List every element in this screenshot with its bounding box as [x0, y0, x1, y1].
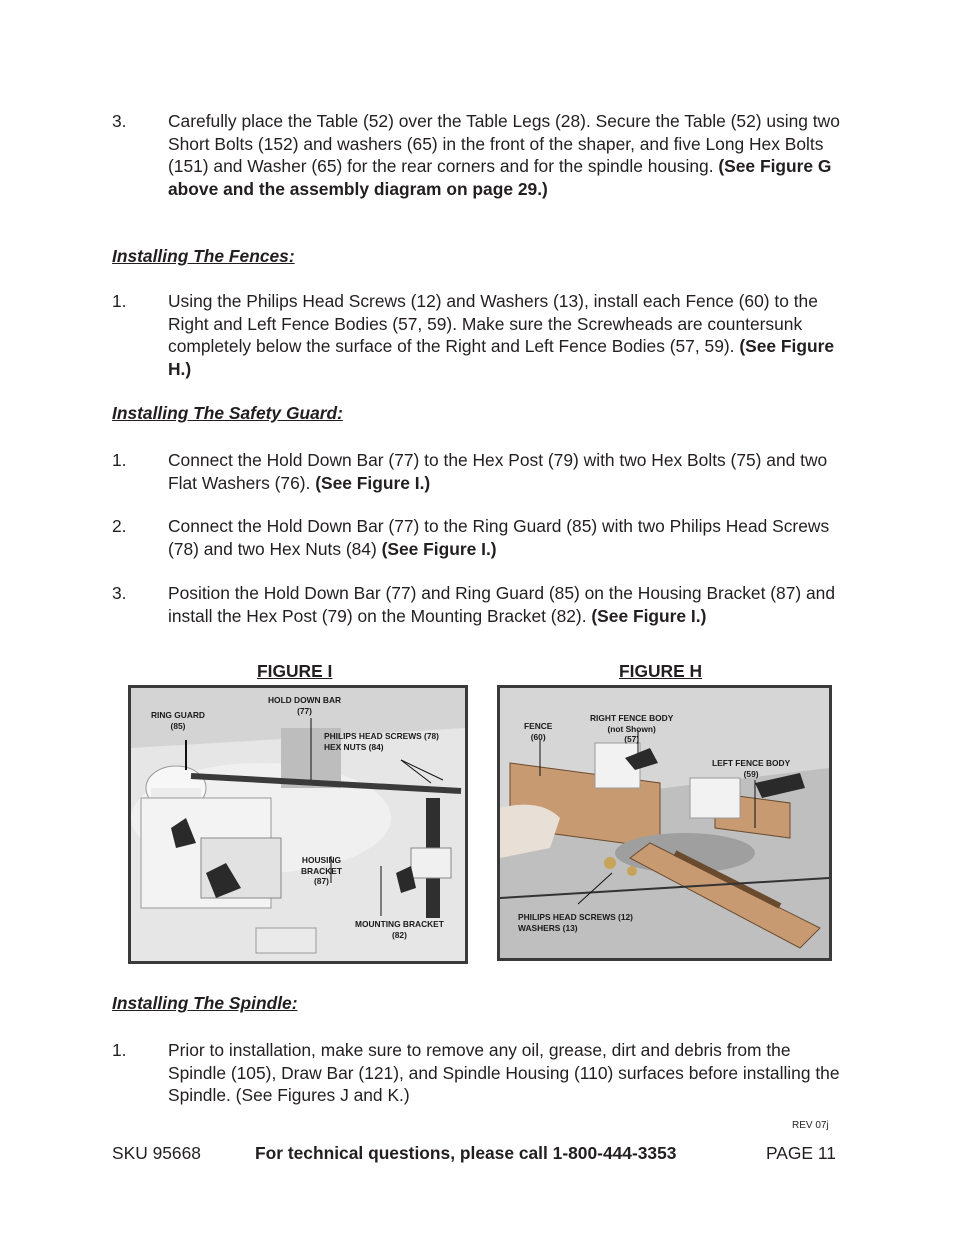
page-number: PAGE 11: [766, 1143, 836, 1163]
fence-callout: FENCE (60): [524, 721, 553, 742]
step-number: 2.: [112, 516, 127, 536]
guard-heading: Installing The Safety Guard:: [112, 403, 343, 423]
fences-heading: Installing The Fences:: [112, 246, 295, 266]
revision-label: REV 07j: [792, 1120, 829, 1131]
step-number: 1.: [112, 1040, 127, 1060]
figure-i-photo: [128, 685, 468, 964]
step-reference: (See Figure I.): [381, 538, 497, 559]
hold-down-bar-callout: HOLD DOWN BAR (77): [268, 695, 342, 716]
spindle-heading: Installing The Spindle:: [112, 993, 298, 1013]
step-text: Using the Philips Head Screws (12) and Washers (13), install each Fence (60) to the Right and Left Fence Bodies (57, 59). Make sure the Screwheads are countersunk completely below the surface of the Right and Left Fence Bodies (57, 59). (See Figure H.): [168, 291, 835, 379]
step-text: Prior to installation, make sure to remove any oil, grease, dirt and debris from the Spindle (105), Draw Bar (121), and Spindle Housing (110) surfaces before installing the Spindle. (See Figures J and K.): [168, 1040, 840, 1105]
step-number: 3.: [112, 111, 127, 131]
step-reference: (See Figure H.): [168, 336, 835, 379]
right-fence-body-callout: RIGHT FENCE BODY (not Shown) (57): [590, 713, 674, 744]
step-text: Position the Hold Down Bar (77) and Ring Guard (85) on the Housing Bracket (87) and install the Hex Post (79) on the Mounting Bracket (82). (See Figure I.): [168, 583, 836, 626]
left-fence-body-callout: LEFT FENCE BODY (59): [712, 758, 791, 779]
philips-screws-callout: PHILIPS HEAD SCREWS (78) HEX NUTS (84): [324, 731, 439, 752]
figure-h-title: FIGURE H: [619, 661, 703, 681]
figure-i-title: FIGURE I: [257, 661, 333, 681]
step-number: 3.: [112, 583, 127, 603]
sku-label: SKU 95668: [112, 1143, 201, 1163]
step-number: 1.: [112, 291, 127, 311]
housing-bracket-callout: HOUSING BRACKET (87): [301, 855, 342, 886]
step-reference: (See Figure I.): [591, 605, 707, 626]
step-number: 1.: [112, 450, 127, 470]
step-reference: (See Figure I.): [315, 472, 431, 493]
figure-h-photo: [497, 685, 832, 961]
step-reference: (See Figure G above and the assembly diagram on page 29.): [168, 156, 832, 199]
mounting-bracket-callout: MOUNTING BRACKET (82): [355, 919, 444, 940]
step-text: Connect the Hold Down Bar (77) to the Hex Post (79) with two Hex Bolts (75) and two Flat Washers (76). (See Figure I.): [168, 450, 828, 493]
step-text: Connect the Hold Down Bar (77) to the Ring Guard (85) with two Philips Head Screws (78) and two Hex Nuts (84) (See Figure I.): [168, 516, 830, 559]
ring-guard-callout: RING GUARD (85): [151, 710, 205, 731]
step-text: Carefully place the Table (52) over the Table Legs (28). Secure the Table (52) using two Short Bolts (152) and washers (65) in the front of the shaper, and five Long Hex Bolts (151) and Washer (65) for the rear corners and for the spindle housing. (See Figure G above and the assembly diagram on page 29.): [168, 111, 840, 199]
tech-support-line: For technical questions, please call 1-800-444-3353: [255, 1143, 677, 1163]
screws-washers-callout: PHILIPS HEAD SCREWS (12) WASHERS (13): [518, 912, 633, 933]
